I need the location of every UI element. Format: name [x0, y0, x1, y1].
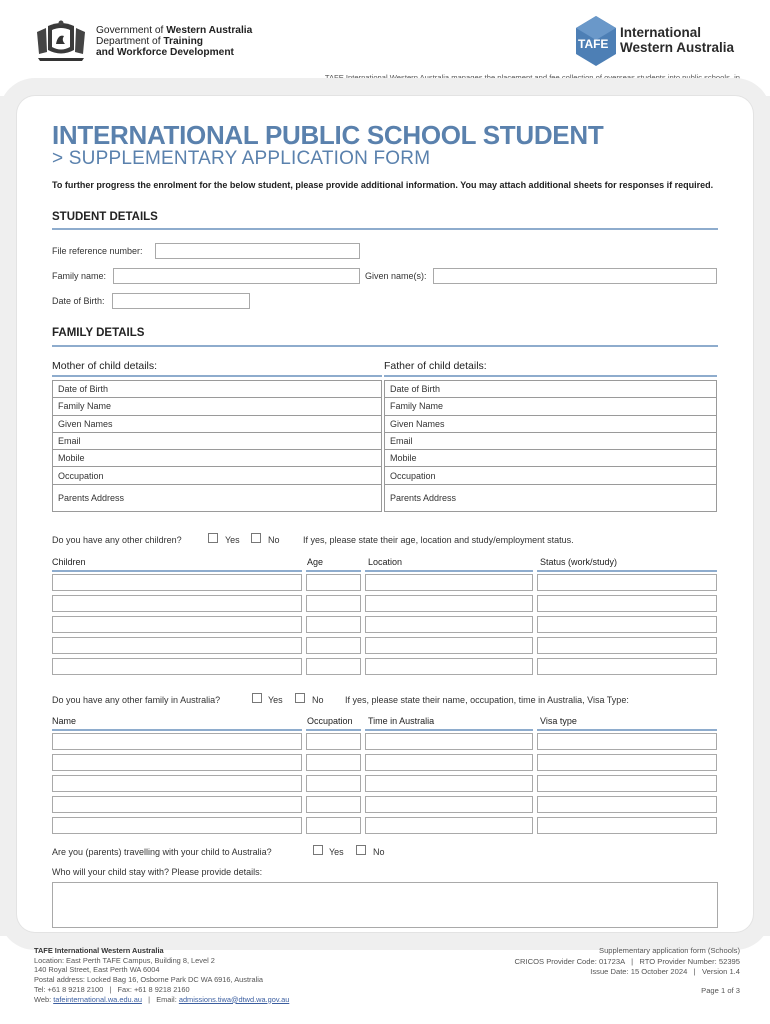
table-row[interactable]: [53, 398, 382, 415]
family-row-cell[interactable]: [365, 796, 533, 813]
separator: |: [148, 994, 151, 1004]
dob-label: Date of Birth:: [52, 296, 105, 306]
footer-street: 140 Royal Street, East Perth WA 6004: [34, 965, 160, 975]
mother-heading-rule: [52, 375, 382, 377]
father-family-name-field[interactable]: Family Name: [385, 398, 717, 415]
footer-version: Version 1.4: [702, 967, 740, 976]
children-row-cell[interactable]: [365, 637, 533, 654]
footer-contact: [34, 946, 289, 1004]
table-row[interactable]: [53, 415, 382, 432]
family-row-cell[interactable]: [537, 817, 717, 834]
father-mobile-field[interactable]: Mobile: [385, 450, 717, 467]
family-au-yes-checkbox[interactable]: [252, 693, 262, 703]
mother-details-table: [52, 380, 382, 512]
header-note: TAFE International Western Australia manages the placement and fee collection of overseas students into public schools, in line with the Department of Education's Enrolment of Overseas Students Schedule.: [324, 73, 740, 93]
name-col-header: Name: [52, 716, 77, 726]
travel-no-checkbox[interactable]: [356, 845, 366, 855]
footer-web-link[interactable]: tafeinternational.wa.edu.au: [53, 994, 142, 1004]
travel-yes-checkbox[interactable]: [313, 845, 323, 855]
column-rule: [365, 729, 533, 731]
children-row-cell[interactable]: [52, 658, 302, 675]
children-row-cell[interactable]: [365, 595, 533, 612]
wa-crest-icon: [34, 20, 88, 62]
family-row-cell[interactable]: [365, 733, 533, 750]
column-rule: [365, 570, 533, 572]
gov-line2-bold: Training: [163, 36, 204, 47]
table-row[interactable]: [385, 398, 717, 415]
family-row-cell[interactable]: [306, 754, 361, 771]
children-row-cell[interactable]: [306, 658, 361, 675]
footer-issue-date: Issue Date: 15 October 2024: [590, 967, 688, 976]
stay-question: Who will your child stay with? Please provide details:: [52, 867, 263, 877]
family-details-heading: FAMILY DETAILS: [52, 327, 145, 339]
children-row-cell[interactable]: [52, 595, 302, 612]
file-reference-label: File reference number:: [52, 246, 143, 256]
family-row-cell[interactable]: [306, 775, 361, 792]
children-row-cell[interactable]: [537, 637, 717, 654]
family-australia-question: Do you have any other family in Australia?: [52, 695, 221, 705]
column-rule: [537, 729, 717, 731]
mother-address-field[interactable]: Parents Address: [53, 484, 382, 511]
age-col-header: Age: [307, 557, 324, 567]
given-names-label: Given name(s):: [365, 271, 427, 281]
student-details-heading: STUDENT DETAILS: [52, 211, 158, 223]
table-row[interactable]: [385, 381, 717, 398]
separator: |: [693, 967, 696, 976]
footer-cricos: CRICOS Provider Code: 01723A: [514, 956, 625, 966]
family-row-cell[interactable]: [537, 775, 717, 792]
family-au-no-label: No: [312, 695, 324, 705]
travel-no-label: No: [373, 847, 385, 857]
family-row-cell[interactable]: [52, 754, 302, 771]
gov-line1-bold: Western Australia: [166, 25, 253, 36]
footer-web-label: Web:: [34, 994, 52, 1004]
children-row-cell[interactable]: [537, 658, 717, 675]
footer-fax: Fax: +61 8 9218 2160: [117, 984, 190, 994]
children-row-cell[interactable]: [537, 574, 717, 591]
father-details-heading: Father of child details:: [384, 360, 487, 372]
mother-family-name-field[interactable]: Family Name: [53, 398, 382, 415]
children-instruction: If yes, please state their age, location and study/employment status.: [303, 535, 574, 545]
footer-org: TAFE International Western Australia: [34, 946, 164, 955]
footer-email-label: Email:: [156, 994, 177, 1004]
visa-col-header: Visa type: [540, 716, 577, 726]
family-row-cell[interactable]: [365, 754, 533, 771]
footer-email-link[interactable]: admissions.tiwa@dtwd.wa.gov.au: [178, 994, 290, 1004]
table-row[interactable]: [53, 467, 382, 484]
children-row-cell[interactable]: [52, 616, 302, 633]
family-row-cell[interactable]: [537, 754, 717, 771]
travelling-question: Are you (parents) travelling with your child to Australia?: [52, 847, 272, 857]
father-heading-rule: [384, 375, 717, 377]
family-au-yes-label: Yes: [268, 695, 283, 705]
family-au-instruction: If yes, please state their name, occupation, time in Australia, Visa Type:: [345, 695, 629, 705]
mother-details-heading: Mother of child details:: [52, 360, 158, 372]
family-row-cell[interactable]: [306, 817, 361, 834]
occupation-col-header: Occupation: [307, 716, 353, 726]
file-reference-input[interactable]: [155, 243, 360, 259]
children-no-label: No: [268, 535, 280, 545]
children-yes-label: Yes: [225, 535, 240, 545]
family-row-cell[interactable]: [537, 796, 717, 813]
tafe-line1: International: [620, 25, 702, 40]
father-email-field[interactable]: Email: [385, 432, 717, 449]
children-col-header: Children: [52, 557, 86, 567]
children-yes-checkbox[interactable]: [208, 533, 218, 543]
table-row[interactable]: [385, 450, 717, 467]
father-given-names-field[interactable]: Given Names: [385, 415, 717, 432]
footer-postal: Postal address: Locked Bag 16, Osborne Park DC WA 6916, Australia: [34, 975, 263, 985]
family-row-cell[interactable]: [306, 733, 361, 750]
family-row-cell[interactable]: [365, 817, 533, 834]
children-row-cell[interactable]: [537, 616, 717, 633]
father-dob-field[interactable]: Date of Birth: [385, 381, 717, 398]
tafe-badge-text: TAFE: [578, 37, 609, 51]
table-row[interactable]: [53, 381, 382, 398]
table-row[interactable]: [53, 450, 382, 467]
travel-yes-label: Yes: [329, 847, 344, 857]
form-title: INTERNATIONAL PUBLIC SCHOOL STUDENT: [52, 120, 604, 150]
separator: |: [109, 984, 112, 994]
dob-input[interactable]: [112, 293, 250, 309]
mother-email-field[interactable]: Email: [53, 432, 382, 449]
government-logo-block: [34, 20, 294, 62]
other-children-question: Do you have any other children?: [52, 535, 182, 545]
children-row-cell[interactable]: [365, 574, 533, 591]
children-row-cell[interactable]: [365, 658, 533, 675]
family-row-cell[interactable]: [306, 796, 361, 813]
section-divider: [52, 345, 718, 347]
tafe-line2: Western Australia: [620, 40, 735, 55]
family-row-cell[interactable]: [537, 733, 717, 750]
family-row-cell[interactable]: [52, 775, 302, 792]
tafe-name: [620, 25, 734, 55]
father-details-table: [384, 380, 717, 512]
mother-dob-field[interactable]: Date of Birth: [53, 381, 382, 398]
footer-doc-name: Supplementary application form (Schools): [599, 946, 740, 955]
column-rule: [306, 570, 361, 572]
status-col-header: Status (work/study): [540, 557, 618, 567]
gov-line1-prefix: Government of: [96, 25, 167, 36]
footer-doc-info: [515, 946, 740, 978]
form-subtitle: > SUPPLEMENTARY APPLICATION FORM: [52, 148, 431, 169]
footer-location: Location: East Perth TAFE Campus, Building 8, Level 2: [34, 955, 215, 965]
children-row-cell[interactable]: [306, 637, 361, 654]
family-row-cell[interactable]: [52, 733, 302, 750]
column-rule: [306, 729, 361, 731]
children-no-checkbox[interactable]: [251, 533, 261, 543]
table-row[interactable]: [385, 432, 717, 449]
table-row[interactable]: [385, 467, 717, 484]
children-row-cell[interactable]: [306, 574, 361, 591]
separator: |: [631, 956, 634, 966]
section-divider: [52, 228, 718, 230]
table-row[interactable]: [385, 484, 717, 511]
location-col-header: Location: [368, 557, 403, 567]
table-row[interactable]: [385, 415, 717, 432]
father-address-field[interactable]: Parents Address: [385, 484, 717, 511]
government-name: [96, 25, 252, 58]
mother-occupation-field[interactable]: Occupation: [53, 467, 382, 484]
family-name-input[interactable]: [113, 268, 360, 284]
stay-details-textarea[interactable]: [52, 882, 718, 928]
family-row-cell[interactable]: [365, 775, 533, 792]
table-row[interactable]: [53, 484, 382, 511]
family-row-cell[interactable]: [52, 796, 302, 813]
column-rule: [52, 729, 302, 731]
tafe-logo-block: [576, 16, 746, 68]
children-row-cell[interactable]: [306, 595, 361, 612]
children-row-cell[interactable]: [537, 595, 717, 612]
given-names-input[interactable]: [433, 268, 717, 284]
time-col-header: Time in Australia: [368, 716, 435, 726]
tafe-logo-icon: [576, 16, 618, 66]
family-row-cell[interactable]: [52, 817, 302, 834]
mother-given-names-field[interactable]: Given Names: [53, 415, 382, 432]
children-row-cell[interactable]: [365, 616, 533, 633]
father-occupation-field[interactable]: Occupation: [385, 467, 717, 484]
family-au-no-checkbox[interactable]: [295, 693, 305, 703]
column-rule: [537, 570, 717, 572]
footer-rto: RTO Provider Number: 52395: [639, 956, 740, 966]
table-row[interactable]: [53, 432, 382, 449]
gov-line3: and Workforce Development: [96, 47, 234, 58]
gov-line2-prefix: Department of: [96, 36, 164, 47]
children-row-cell[interactable]: [52, 574, 302, 591]
footer-tel: Tel: +61 8 9218 2100: [34, 984, 104, 994]
family-name-label: Family name:: [52, 271, 107, 281]
column-rule: [52, 570, 302, 572]
children-row-cell[interactable]: [52, 637, 302, 654]
children-row-cell[interactable]: [306, 616, 361, 633]
form-intro: To further progress the enrolment for the below student, please provide additional information. You may attach additional sheets for responses if required.: [52, 180, 714, 190]
page-number: Page 1 of 3: [701, 986, 740, 995]
mother-mobile-field[interactable]: Mobile: [53, 450, 382, 467]
